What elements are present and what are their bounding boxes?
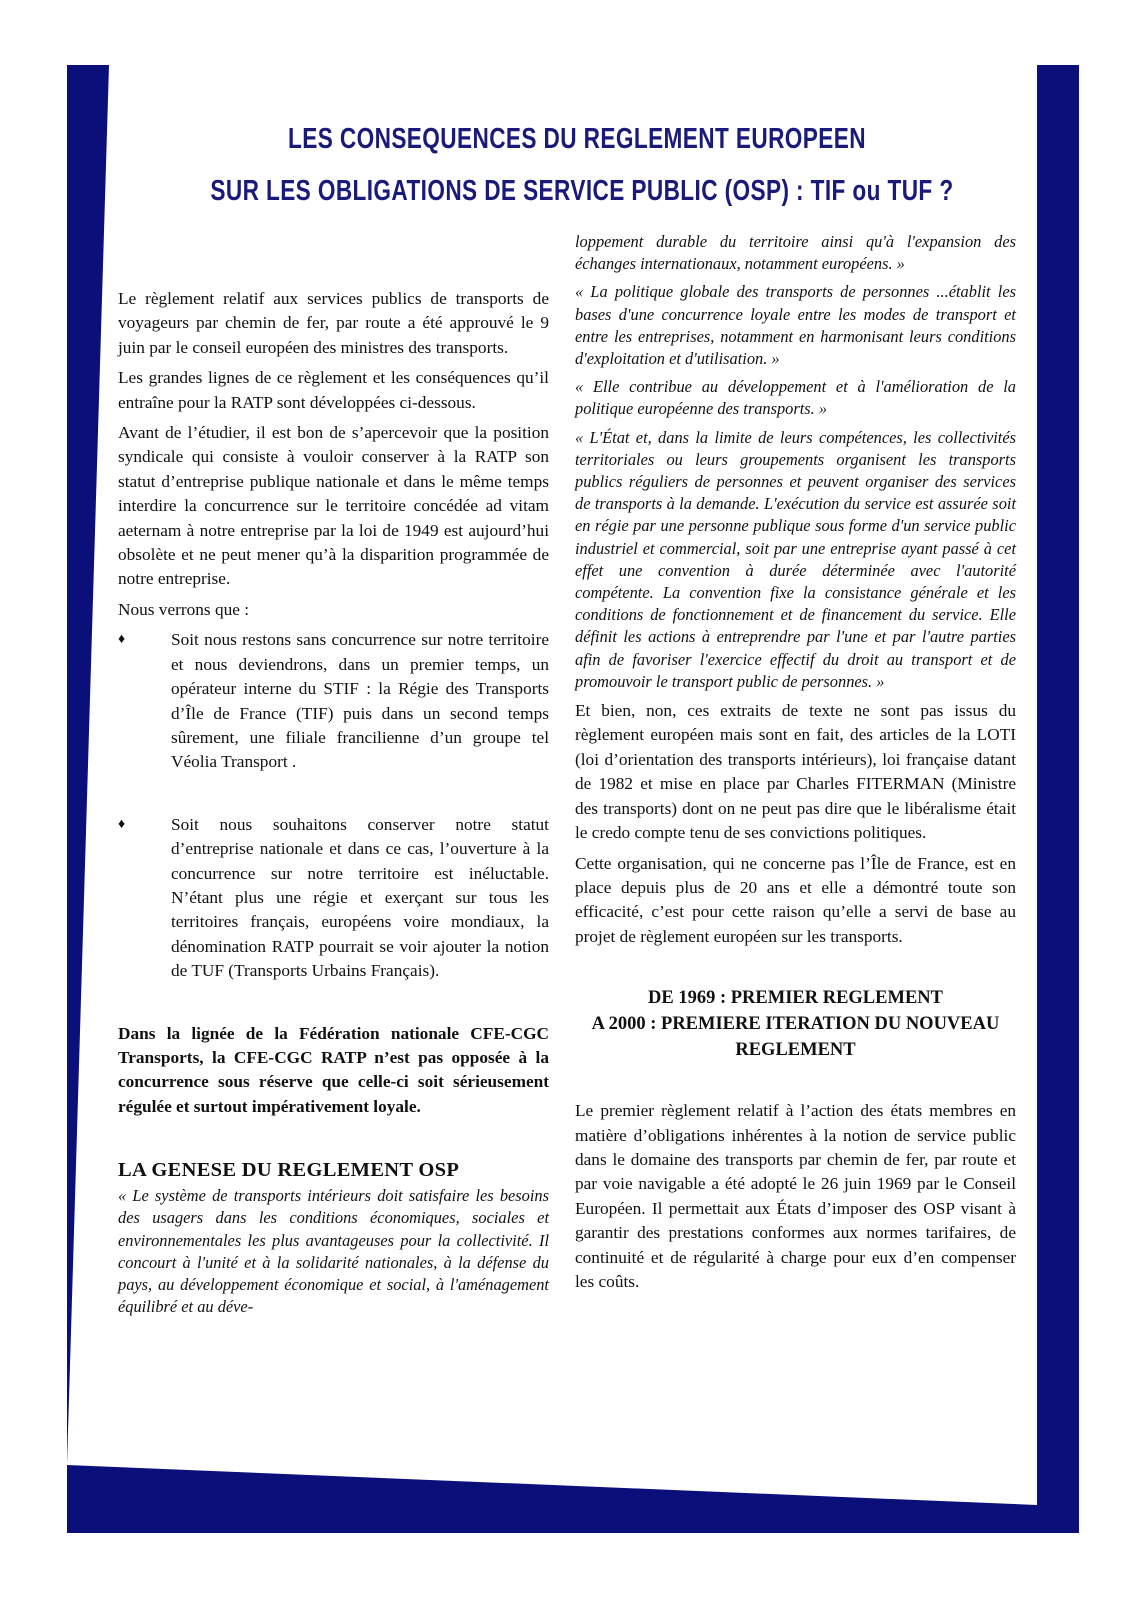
paragraph: Et bien, non, ces extraits de texte ne sont pas issus du règlement européen mais sont en fait, des articles de la LOTI (loi d’orientation des transports intérieurs), loi française datant de 1982 et mise en place par Charles FITERMAN (Ministre des transports) dont on ne peut pas dire que le libéralisme était le credo compte tenu de ses convictions politiques. xyxy=(575,701,1016,843)
italic-quote: « Le système de transports intérieurs doit satisfaire les besoins des usagers dans les conditions économiques, sociales et environnementales les plus avantageuses pour la collectivité. Il concourt à l'unité et à la solidarité nationales, à la défense du pays, au développement économique et social, à l'aménagement équilibré et au déve- xyxy=(118,1186,549,1317)
title-line-1: LES CONSEQUENCES DU REGLEMENT EUROPEEN xyxy=(288,123,866,155)
diamond-bullet-icon: ♦ xyxy=(118,816,126,832)
italic-quote: « Elle contribue au développement et à l'amélioration de la politique européenne des transports. » xyxy=(575,377,1016,419)
paragraph: Le premier règlement relatif à l’action des états membres en matière d’obligations inhérentes à la notion de service public dans le domaine des transports par chemin de fer, par route et par voie navigable a été adopté le 26 juin 1969 par le Conseil Européen. Il permettait aux États d’imposer des OSP visant à garantir des prestations conformes aux normes tarifaires, de continuité et de régularité à charge pour eux d’en compenser les coûts. xyxy=(575,1101,1016,1291)
bullet-text: Soit nous restons sans concurrence sur notre territoire et nous deviendrons, dans un premier temps, un opérateur interne du STIF : la Régie des Transports d’Île de France (TIF) puis dans un second temps sûrement, une filiale francilienne d’un groupe tel Véolia Transport . xyxy=(171,630,549,772)
paragraph: Avant de l’étudier, il est bon de s’apercevoir que la position syndicale qui consiste à vouloir conserver à la RATP son statut d’entreprise publique nationale et dans le même temps interdire la concurrence sur le territoire concédée ad vitam aeternam à notre entreprise par la loi de 1949 est aujourd’hui obsolète et ne peut mener qu’à la disparition programmée de notre entreprise. xyxy=(118,423,549,589)
paragraph: Nous verrons que : xyxy=(118,599,250,619)
italic-quote: « La politique globale des transports de personnes ...établit les bases d'une concurrence loyale entre les modes de transport et entre les entreprises, notamment en harmonisant leurs conditions d'exploitation et d'utilisation. » xyxy=(575,282,1016,369)
paragraph: Le règlement relatif aux services publics de transports de voyageurs par chemin de fer, par route a été approuvé le 9 juin par le conseil européen des ministres des transports. xyxy=(118,289,549,357)
left-column xyxy=(118,287,549,1324)
bullet-item xyxy=(118,813,549,984)
document-page xyxy=(67,65,1079,1533)
bullet-item xyxy=(118,628,549,774)
italic-quote: loppement durable du territoire ainsi qu'à l'expansion des échanges internationaux, notamment européens. » xyxy=(575,232,1016,274)
italic-quote: « L'État et, dans la limite de leurs compétences, les collectivités territoriales ou leurs groupements organisent les transports publics réguliers de personnes et peuvent organiser des services de transports à la demande. L'exécution du service est assurée soit en régie par une personne publique sous forme d'un service public industriel et commercial, soit par une entreprise ayant passé à cet effet une convention à durée déterminée avec l'autorité compétente. La convention fixe la consistance générale et les conditions de fonctionnement et de financement du service. Elle définit les actions à entreprendre par l'une et par l'autre parties afin de favoriser l'exercice effectif du droit au transport et de promouvoir le transport public de personnes. » xyxy=(575,427,1016,691)
bold-statement: Dans la lignée de la Fédération nationale CFE-CGC Transports, la CFE-CGC RATP n’est pas opposée à la concurrence sous réserve que celle-ci soit sérieusement régulée et surtout impérativement loyale. xyxy=(118,1023,549,1116)
paragraph: Les grandes lignes de ce règlement et les conséquences qu’il entraîne pour la RATP sont développées ci-dessous. xyxy=(118,368,549,412)
section-heading-line-1: DE 1969 : PREMIER REGLEMENT xyxy=(648,988,943,1009)
right-column xyxy=(575,231,1016,1300)
bullet-text: Soit nous souhaitons conserver notre statut d’entreprise nationale et dans ce cas, l’ouverture à la concurrence sur notre territoire est inéluctable. N’étant plus une régie et exerçant sur tous les territoires français, européens voire mondiaux, la dénomination RATP pourrait se voir ajouter la notion de TUF (Transports Urbains Français). xyxy=(171,814,549,981)
section-heading-line-2: A 2000 : PREMIERE ITERATION DU NOUVEAU REGLEMENT xyxy=(591,1014,1000,1061)
diamond-bullet-icon: ♦ xyxy=(118,632,126,648)
paragraph: Cette organisation, qui ne concerne pas l’Île de France, est en place depuis plus de 20 ans et elle a démontré toute son efficacité, c’est pour cette raison qu’elle a servi de base au projet de règlement européen sur les transports. xyxy=(575,853,1016,946)
title-line-2: SUR LES OBLIGATIONS DE SERVICE PUBLIC (OSP) : TIF ou TUF ? xyxy=(210,175,954,207)
section-heading: LA GENESE DU REGLEMENT OSP xyxy=(118,1159,460,1182)
